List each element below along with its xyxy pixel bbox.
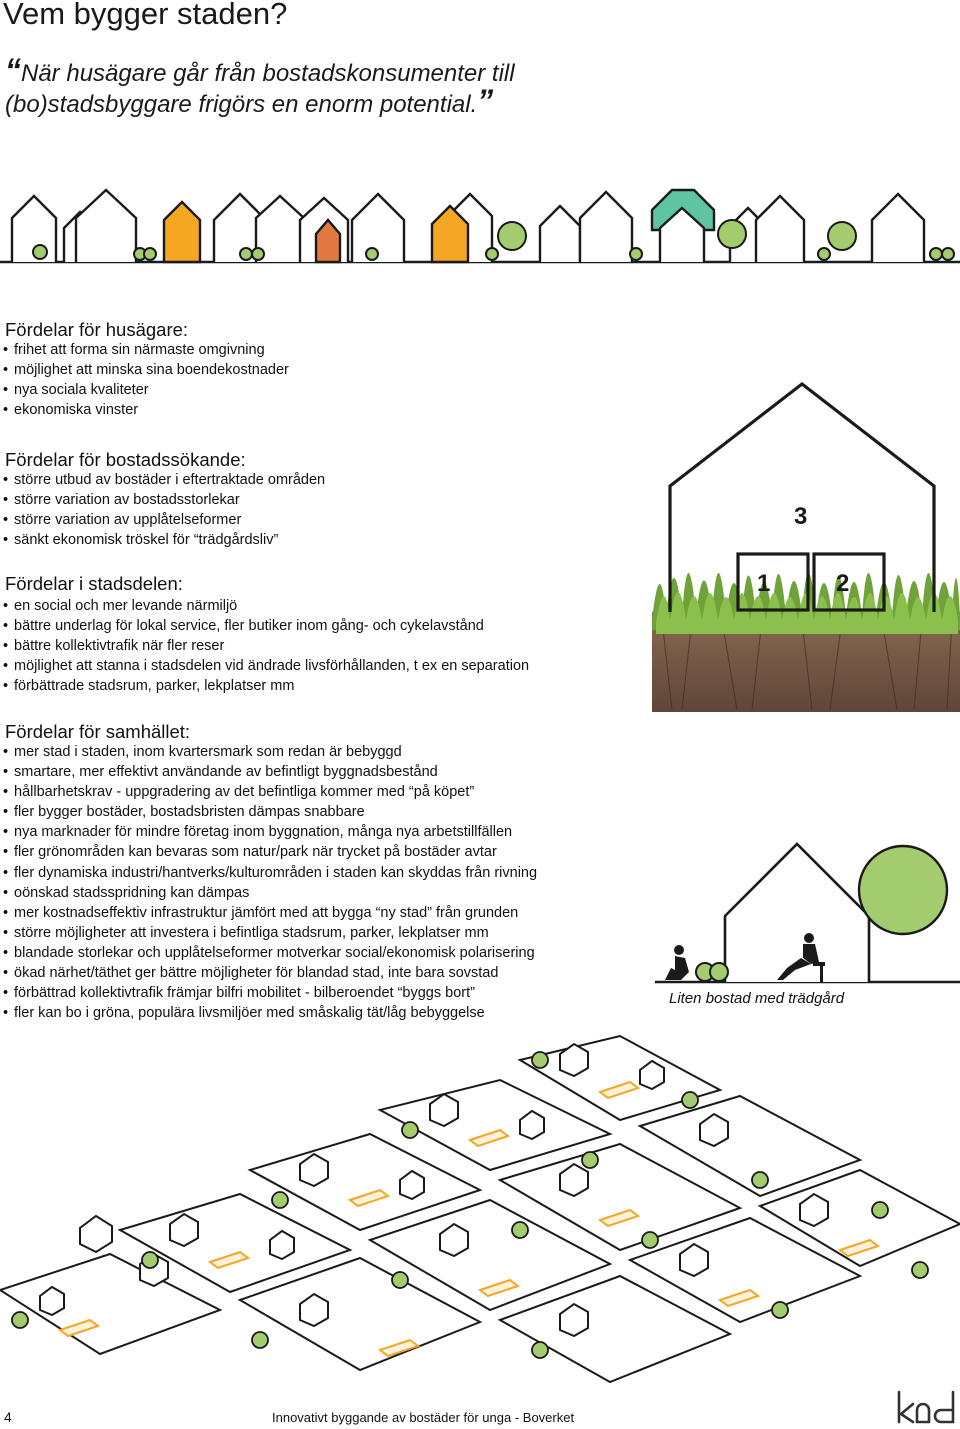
tree-icon — [366, 248, 378, 260]
tree-icon — [872, 1202, 888, 1218]
list-item: • fler dynamiska industri/hantverks/kulturområden i staden kan skyddas från rivning — [2, 863, 537, 883]
kod-logo — [895, 1388, 957, 1426]
list-item: • förbättrade stadsrum, parker, lekplatser mm — [2, 676, 529, 696]
tree-icon — [710, 963, 728, 981]
list-item: • hållbarhetskrav - uppgradering av det befintliga kommer med “på köpet” — [2, 782, 537, 802]
tree-icon — [486, 248, 498, 260]
house-icon — [400, 1171, 424, 1199]
tree-icon — [512, 1222, 528, 1238]
bullet-list-bostadssokande — [2, 470, 325, 550]
quote-text: När husägare går från bostadskonsumenter till (bo)stadsbyggare frigörs en enorm potential. — [5, 60, 515, 118]
tree-icon — [272, 1192, 288, 1208]
tree-icon — [582, 1152, 598, 1168]
section-heading-husagare: Fördelar för husägare: — [5, 319, 189, 340]
house-icon — [700, 1114, 728, 1146]
list-item: • bättre underlag för lokal service, fler butiker inom gång- och cykelavstånd — [2, 616, 529, 636]
house-icon — [164, 202, 200, 262]
section-heading-stadsdelen: Fördelar i stadsdelen: — [5, 573, 183, 594]
tree-icon — [859, 846, 947, 934]
house-icon — [670, 384, 934, 612]
list-item: • större variation av upplåtelseformer — [2, 510, 325, 530]
house-on-grass-illustration — [652, 380, 960, 712]
list-item: • frihet att forma sin närmaste omgivning — [2, 340, 289, 360]
list-item: • möjlighet att stanna i stadsdelen vid ändrade livsförhållanden, t ex en separation — [2, 656, 529, 676]
house-icon — [440, 1224, 468, 1256]
house-icon — [80, 1216, 112, 1252]
tree-icon — [142, 1252, 158, 1268]
list-item: • sänkt ekonomisk tröskel för “trädgårdsliv” — [2, 530, 325, 550]
list-item: • större utbud av bostäder i eftertraktade områden — [2, 470, 325, 490]
house-icon — [640, 1061, 664, 1089]
tree-icon — [642, 1232, 658, 1248]
tree-icon — [252, 248, 264, 260]
tree-icon — [828, 222, 856, 250]
intro-quote — [5, 52, 625, 120]
house-icon — [680, 1244, 708, 1276]
house-icon — [872, 194, 924, 262]
house-icon — [756, 196, 804, 262]
house-number-2: 2 — [836, 570, 850, 597]
list-item: • bättre kollektivtrafik när fler reser — [2, 636, 529, 656]
list-item: • möjlighet att minska sina boendekostnader — [2, 360, 289, 380]
footer-text: Innovativt byggande av bostäder för unga - Boverket — [272, 1410, 575, 1425]
house-icon — [270, 1231, 294, 1259]
list-item: • fler bygger bostäder, bostadsbristen dämpas snabbare — [2, 802, 537, 822]
person-icon — [665, 945, 689, 980]
tree-icon — [392, 1272, 408, 1288]
tree-icon — [930, 248, 942, 260]
list-item: • fler grönområden kan bevaras som natur/park när trycket på bostäder avtar — [2, 842, 537, 862]
house-icon — [800, 1194, 828, 1226]
tree-icon — [630, 248, 642, 260]
house-icon — [560, 1304, 588, 1336]
tree-icon — [818, 248, 830, 260]
list-item: • oönskad stadsspridning kan dämpas — [2, 883, 537, 903]
tree-icon — [682, 1092, 698, 1108]
house-icon — [560, 1164, 588, 1196]
house-icon — [300, 1154, 328, 1186]
grass-photo — [652, 573, 960, 712]
neighbourhood-illustration — [0, 1030, 960, 1390]
tree-icon — [240, 248, 252, 260]
tree-icon — [942, 248, 954, 260]
tree-icon — [144, 248, 156, 260]
tree-icon — [12, 1312, 28, 1328]
tree-icon — [772, 1302, 788, 1318]
house-icon — [76, 190, 136, 262]
tree-icon — [752, 1172, 768, 1188]
houses-row-illustration — [0, 180, 960, 280]
page-title: Vem bygger staden? — [3, 0, 288, 31]
tree-icon — [252, 1332, 268, 1348]
house-number-1: 1 — [757, 570, 771, 597]
list-item: • ekonomiska vinster — [2, 400, 289, 420]
tree-icon — [402, 1122, 418, 1138]
list-item: • mer kostnadseffektiv infrastruktur jämfört med att bygga “ny stad” från grunden — [2, 903, 537, 923]
list-item: • nya sociala kvaliteter — [2, 380, 289, 400]
bullet-list-husagare — [2, 340, 289, 420]
list-item: • ökad närhet/täthet ger bättre möjligheter för blandad stad, inte bara sovstad — [2, 963, 537, 983]
tree-icon — [532, 1052, 548, 1068]
small-house-garden-illustration — [655, 830, 960, 990]
page-number: 4 — [4, 1409, 12, 1425]
house-icon — [430, 1094, 458, 1126]
bullet-list-samhallet — [2, 742, 537, 1023]
section-heading-bostadssokande: Fördelar för bostadssökande: — [5, 449, 246, 470]
house-icon — [170, 1214, 198, 1246]
house-icon — [580, 192, 632, 262]
house-number-3: 3 — [794, 503, 808, 530]
list-item: • förbättrad kollektivtrafik främjar bilfri mobilitet - bilberoendet “byggs bort” — [2, 983, 537, 1003]
list-item: • smartare, mer effektivt användande av befintligt byggnadsbestånd — [2, 762, 537, 782]
house-icon — [300, 1294, 328, 1326]
house-icon — [40, 1287, 64, 1315]
tree-icon — [532, 1342, 548, 1358]
tree-icon — [498, 222, 526, 250]
list-item: • blandade storlekar och upplåtelseformer motverkar social/ekonomisk polarisering — [2, 943, 537, 963]
tree-icon — [33, 245, 47, 259]
list-item: • större möjligheter att investera i befintliga stadsrum, parker, lekplatser mm — [2, 923, 537, 943]
close-quote-mark: ” — [477, 83, 494, 119]
list-item: • nya marknader för mindre företag inom byggnation, många nya arbetstillfällen — [2, 822, 537, 842]
open-quote-mark: “ — [5, 52, 21, 88]
list-item: • mer stad i staden, inom kvartersmark som redan är bebyggd — [2, 742, 537, 762]
list-item: • större variation av bostadsstorlekar — [2, 490, 325, 510]
house-icon — [540, 206, 580, 262]
bullet-list-stadsdelen — [2, 596, 529, 696]
list-item: • fler kan bo i gröna, populära livsmiljöer med småskalig tät/låg bebyggelse — [2, 1003, 537, 1023]
house-icon — [520, 1111, 544, 1139]
illustration-caption: Liten bostad med trädgård — [669, 990, 845, 1007]
section-heading-samhallet: Fördelar för samhället: — [5, 721, 191, 742]
list-item: • en social och mer levande närmiljö — [2, 596, 529, 616]
tree-icon — [912, 1262, 928, 1278]
tree-icon — [718, 220, 746, 248]
